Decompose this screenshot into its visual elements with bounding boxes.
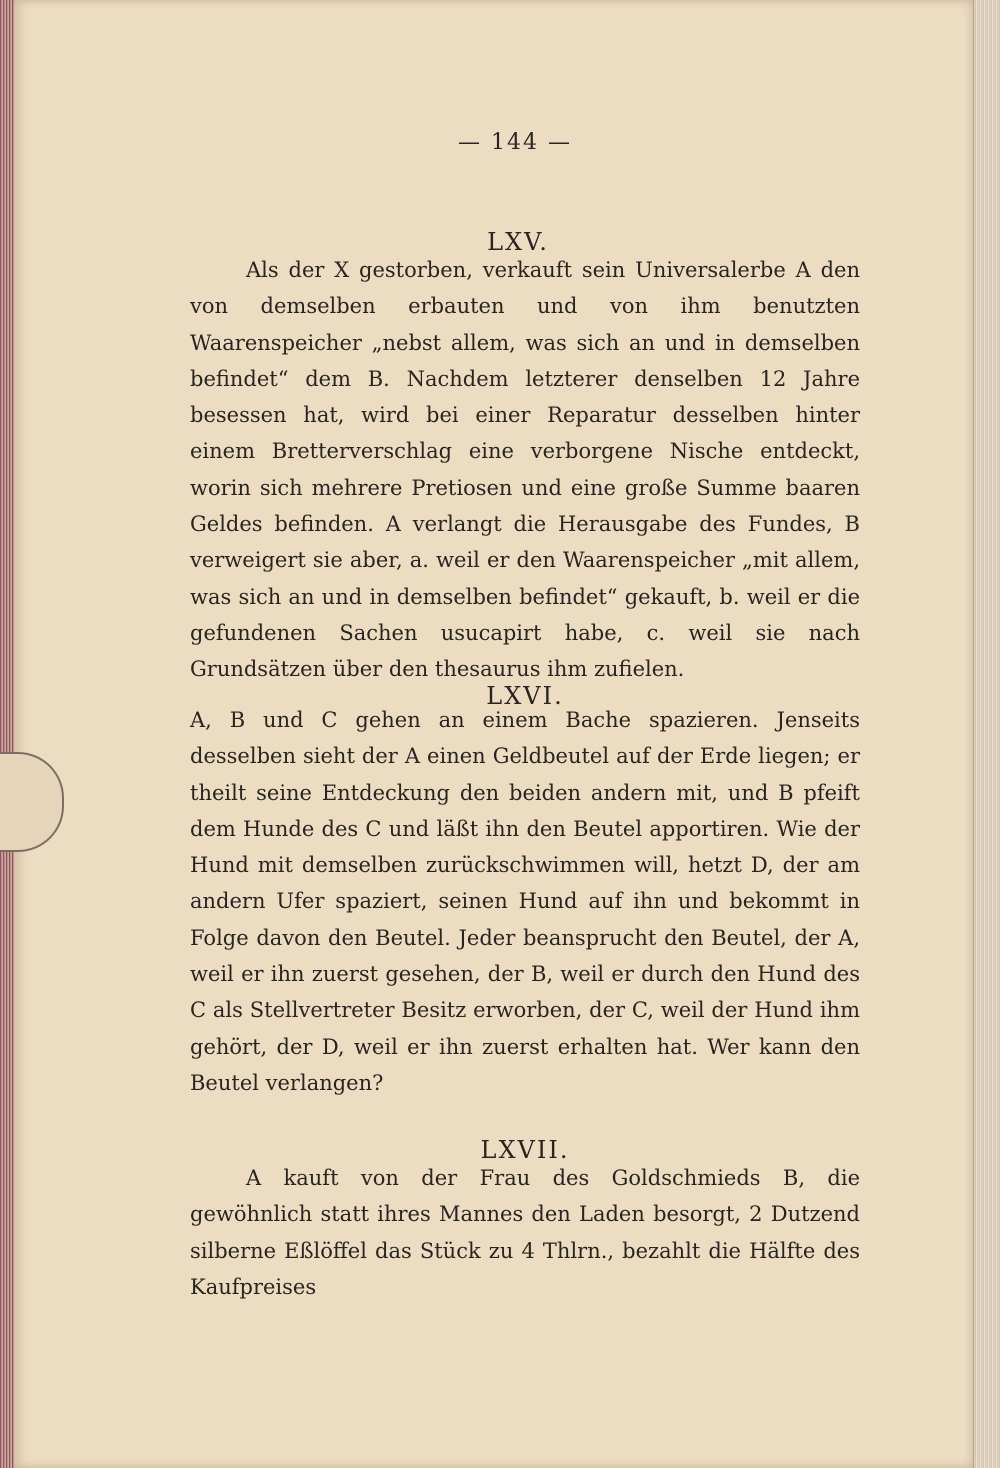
section-title-lxvii: LXVII. [480, 1135, 570, 1164]
section-text-lxvii: A kauft von der Frau des Goldschmieds B, die gewöhnlich statt ihres Mannes den Laden besorgt, 2 Dutzend silberne Eßlöffel das Stück zu 4 Thlrn., bezahlt die Hälfte des Kaufpreises [190, 1166, 860, 1299]
section-text-lxvi: A, B und C gehen an einem Bache spazieren. Jenseits desselben sieht der A einen Geldbeutel auf der Erde liegen; er theilt seine Entdeckung den beiden andern mit, und B pfeift dem Hunde des C und läßt ihn den Beutel apportiren. Wie der Hund mit demselben zurückschwimmen will, hetzt D, der am andern Ufer spaziert, seinen Hund auf ihn und bekommt in Folge davon den Beutel. Jeder beansprucht den Beutel, der A, weil er ihn zuerst gesehen, der B, weil er durch den Hund des C als Stellvertreter Besitz erworben, der C, weil der Hund ihm gehört, der D, weil er ihn zuerst erhalten hat. Wer kann den Beutel verlangen? [190, 708, 860, 1095]
book-edge-right [973, 0, 1000, 1468]
section-title-lxvi: LXVI. [486, 681, 564, 710]
section-title-lxv: LXV. [487, 227, 549, 256]
book-edge-left [0, 0, 14, 1468]
section-text-lxv: Als der X gestorben, verkauft sein Universalerbe A den von demselben erbauten und von ihm benutzten Waarenspeicher „nebst allem, was sich an und in demselben befindet“ dem B. Nachdem letzterer denselben 12 Jahre besessen hat, wird bei einer Reparatur desselben hinter einem Bretterverschlag eine verborgene Nische entdeckt, worin sich mehrere Pretiosen und eine große Summe baaren Geldes befinden. A verlangt die Herausgabe des Fundes, B verweigert sie aber, a. weil er den Waarenspeicher „mit allem, was sich an und in demselben befindet“ gekauft, b. weil er die gefundenen Sachen usucapirt habe, c. weil sie nach Grundsätzen über den thesaurus ihm zufielen. [190, 258, 860, 682]
page-number: — 144 — [458, 130, 572, 155]
